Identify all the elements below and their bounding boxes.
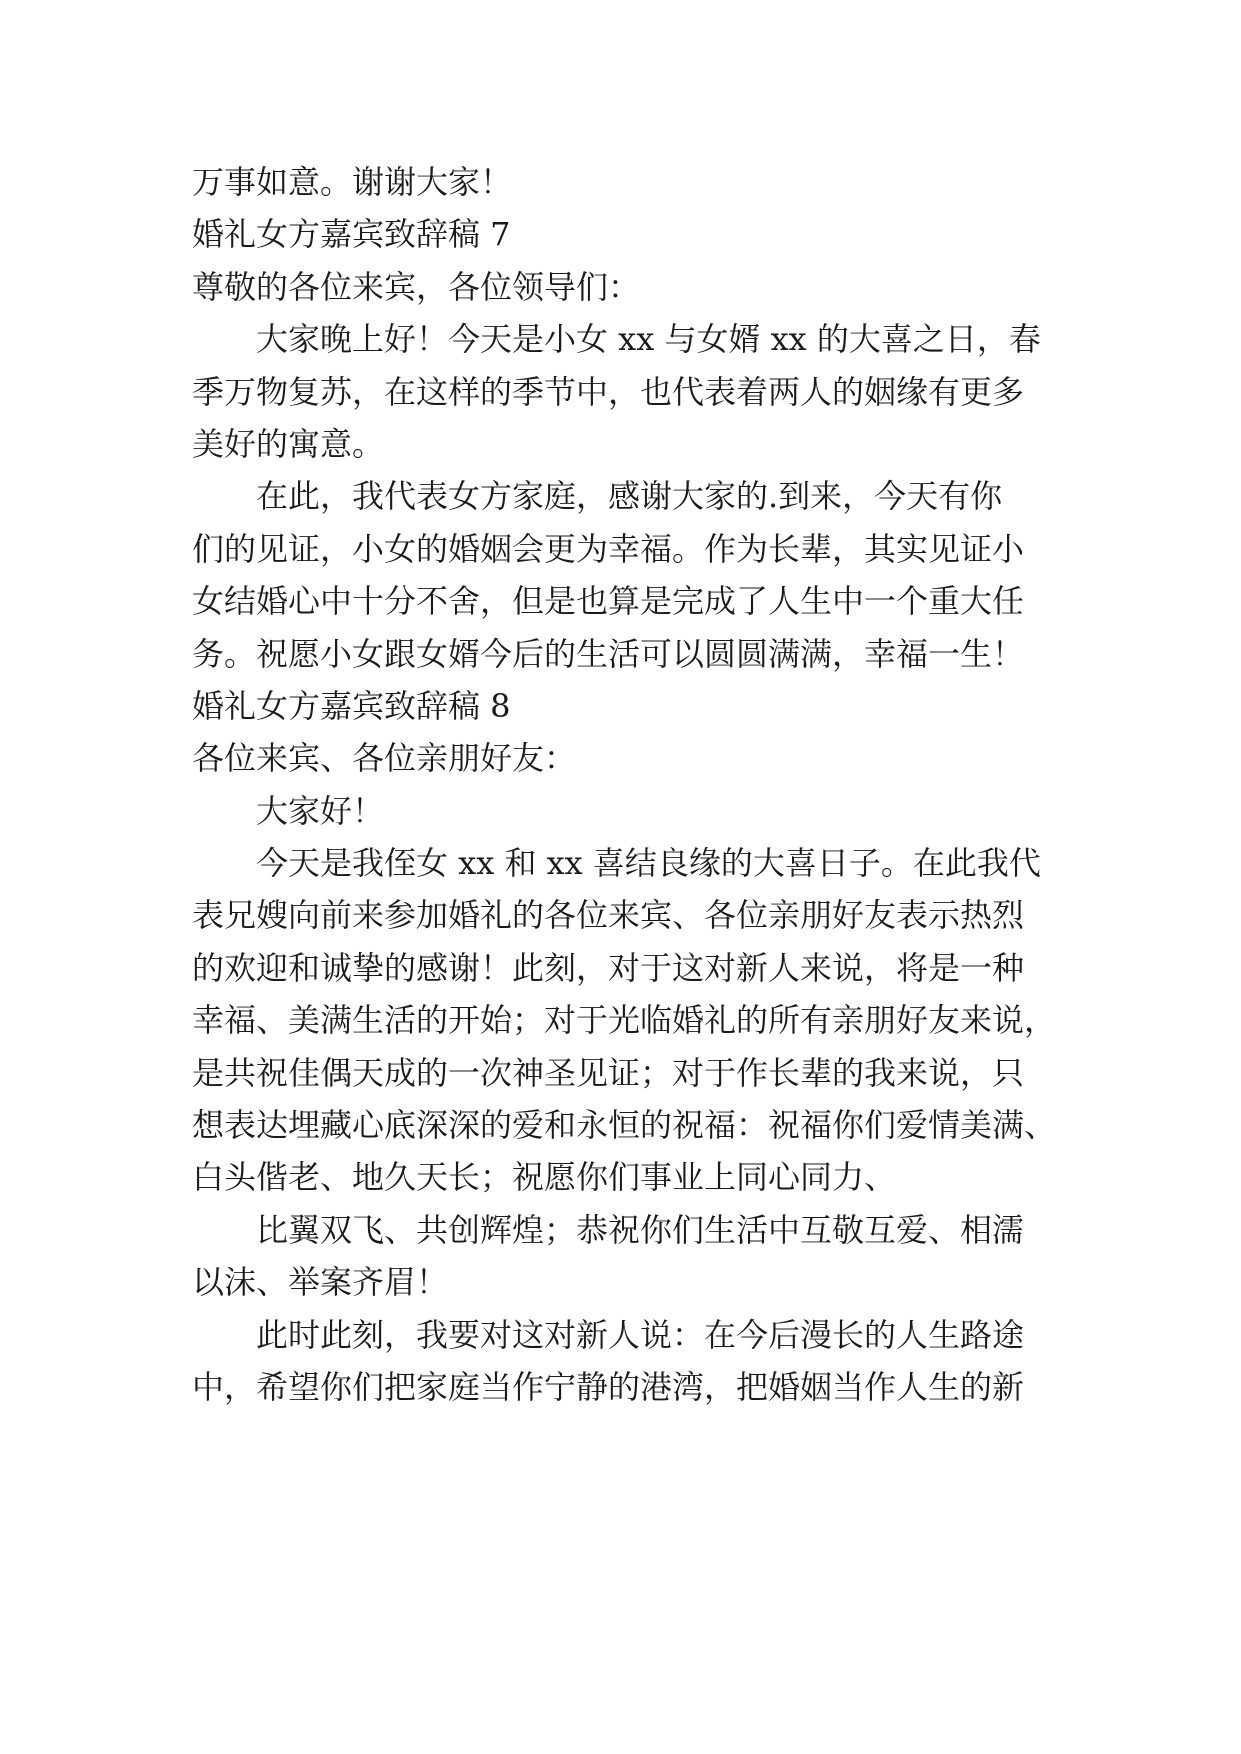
text-line: 季万物复苏，在这样的季节中，也代表着两人的姻缘有更多 (192, 372, 1025, 411)
text-line: 万事如意。谢谢大家！ (192, 163, 513, 201)
text-line: 美好的寓意。 (192, 424, 385, 463)
text-line: 想表达埋藏心底深深的爱和永恒的祝福：祝福你们爱情美满、 (192, 1106, 1057, 1145)
text-line: 幸福、美满生活的开始；对于光临婚礼的所有亲朋好友来说， (192, 1001, 1057, 1040)
text-line: 大家晚上好！今天是小女 xx 与女婿 xx 的大喜之日，春 (256, 320, 1041, 359)
salutation-line: 各位来宾、各位亲朋好友： (192, 739, 577, 778)
text-line: 女结婚心中十分不舍，但是也算是完成了人生中一个重大任 (192, 582, 1025, 621)
text-line: 以沫、举案齐眉！ (192, 1263, 449, 1302)
text-line: 在此，我代表女方家庭，感谢大家的.到来，今天有你 (256, 477, 1003, 516)
text-line: 表兄嫂向前来参加婚礼的各位来宾、各位亲朋好友表示热烈 (192, 896, 1025, 935)
document-body (192, 156, 1062, 1413)
text-line: 的欢迎和诚挚的感谢！此刻，对于这对新人来说，将是一种 (192, 948, 1025, 987)
text-line: 们的见证，小女的婚姻会更为幸福。作为长辈，其实见证小 (192, 529, 1025, 568)
text-line: 是共祝佳偶天成的一次神圣见证；对于作长辈的我来说，只 (192, 1053, 1025, 1092)
text-line: 比翼双飞、共创辉煌；恭祝你们生活中互敬互爱、相濡 (256, 1210, 1025, 1249)
text-line: 务。祝愿小女跟女婿今后的生活可以圆圆满满，幸福一生！ (192, 634, 1025, 673)
text-line: 今天是我侄女 xx 和 xx 喜结良缘的大喜日子。在此我代 (256, 844, 1041, 883)
text-line: 中，希望你们把家庭当作宁静的港湾，把婚姻当作人生的新 (192, 1367, 1025, 1406)
section-heading: 婚礼女方嘉宾致辞稿 8 (192, 686, 511, 725)
text-line: 大家好！ (256, 791, 385, 830)
section-heading: 婚礼女方嘉宾致辞稿 7 (192, 215, 511, 254)
salutation-line: 尊敬的各位来宾，各位领导们： (192, 267, 641, 306)
text-line: 白头偕老、地久天长；祝愿你们事业上同心同力、 (192, 1158, 897, 1197)
text-line: 此时此刻，我要对这对新人说：在今后漫长的人生路途 (256, 1315, 1025, 1354)
